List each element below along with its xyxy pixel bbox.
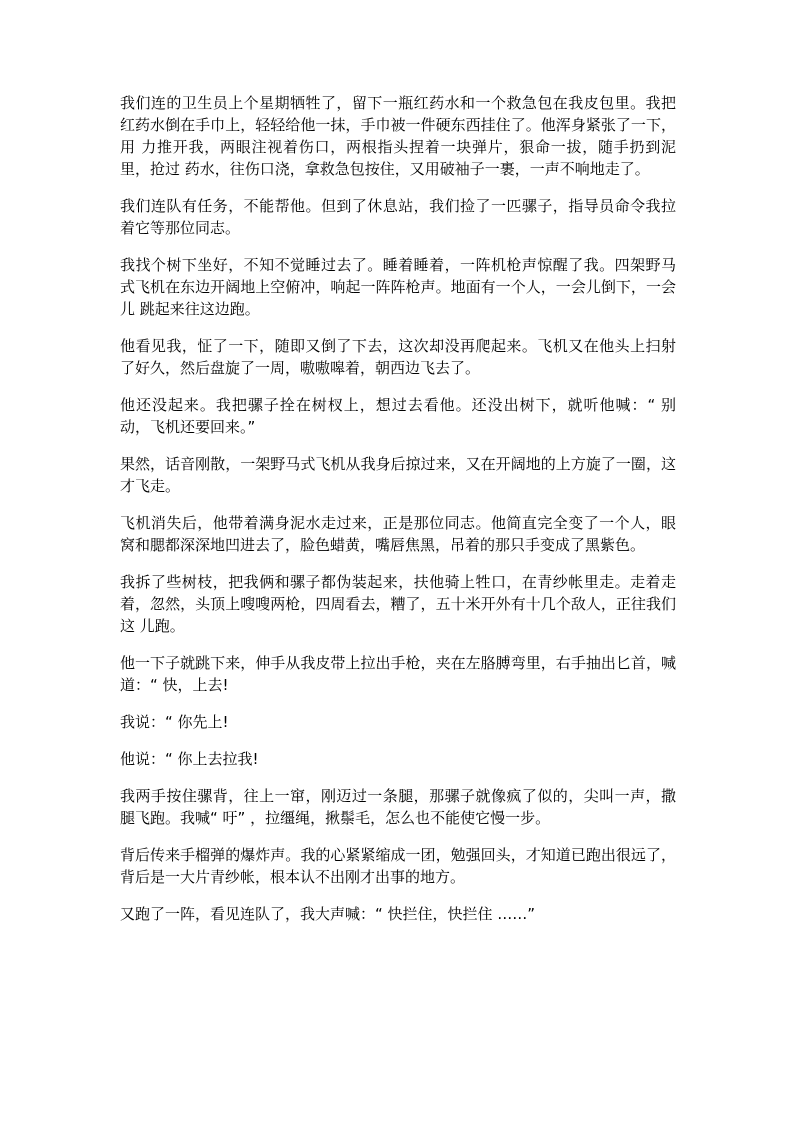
paragraph-7: 飞机消失后，他带着满身泥水走过来，正是那位同志。他简直完全变了一个人，眼 窝和腮都深深地凹进去了，脸色蜡黄，嘴唇焦黑，吊着的那只手变成了黑紫色。 bbox=[120, 514, 681, 554]
paragraph-2: 我们连队有任务，不能帮他。但到了休息站，我们捡了一匹骡子，指导员命令我拉 着它等那位同志。 bbox=[120, 197, 681, 237]
paragraph-14: 又跑了一阵，看见连队了，我大声喊：“ 快拦住，快拦住 ……” bbox=[120, 905, 536, 923]
paragraph-6: 果然，话音刚散，一架野马式飞机从我身后掠过来，又在开阔地的上方旋了一圈，这才飞走。 bbox=[120, 455, 676, 495]
paragraph-1: 我们连的卫生员上个星期牺牲了，留下一瓶红药水和一个救急包在我皮包里。我把 红药水倒在手巾上，轻轻给他一抹，手巾被一件硬东西挂住了。他浑身紧张了一下，用 力推开我，两眼注视着伤口，两根指头捏着一块弹片，狠命一拔，随手扔到泥里，抢过 药水，往伤口浇，拿救急包按住，又用破袖子一裹，一声不响地走了。 bbox=[120, 94, 681, 178]
paragraph-5: 他还没起来。我把骡子拴在树杈上，想过去看他。还没出树下，就听他喊：“ 别 动，飞机还要回来。” bbox=[120, 396, 681, 436]
paragraph-13: 背后传来手榴弹的爆炸声。我的心紧紧缩成一团，勉强回头，才知道已跑出很远了，背后是一大片青纱帐，根本认不出刚才出事的地方。 bbox=[120, 846, 676, 886]
paragraph-9: 他一下子就跳下来，伸手从我皮带上拉出手枪，夹在左胳膊弯里，右手抽出匕首，喊道：“ 快，上去! bbox=[120, 654, 676, 694]
paragraph-8: 我拆了些树枝，把我俩和骡子都伪装起来，扶他骑上牲口，在青纱帐里走。走着走 着，忽然，头顶上嗖嗖两枪，四周看去，糟了，五十米开外有十几个敌人，正往我们这 儿跑。 bbox=[120, 573, 681, 635]
paragraph-12: 我两手按住骡背，往上一窜，刚迈过一条腿，那骡子就像疯了似的，尖叫一声，撒 腿飞跑。我喊“ 吁” ，拉缰绳，揪鬃毛，怎么也不能使它慢一步。 bbox=[120, 787, 681, 827]
paragraph-3: 我找个树下坐好，不知不觉睡过去了。睡着睡着，一阵机枪声惊醒了我。四架野马 式飞机在东边开阔地上空俯冲，响起一阵阵枪声。地面有一个人，一会儿倒下，一会儿 跳起来往这边跑。 bbox=[120, 256, 681, 318]
document-page bbox=[120, 92, 681, 940]
paragraph-10: 我说：“ 你先上! bbox=[120, 713, 229, 731]
paragraph-11: 他说：“ 你上去拉我! bbox=[120, 750, 259, 768]
paragraph-4: 他看见我，怔了一下，随即又倒了下去，这次却没再爬起来。飞机又在他头上扫射 了好久，然后盘旋了一周，嗷嗷嗥着，朝西边飞去了。 bbox=[120, 337, 681, 377]
